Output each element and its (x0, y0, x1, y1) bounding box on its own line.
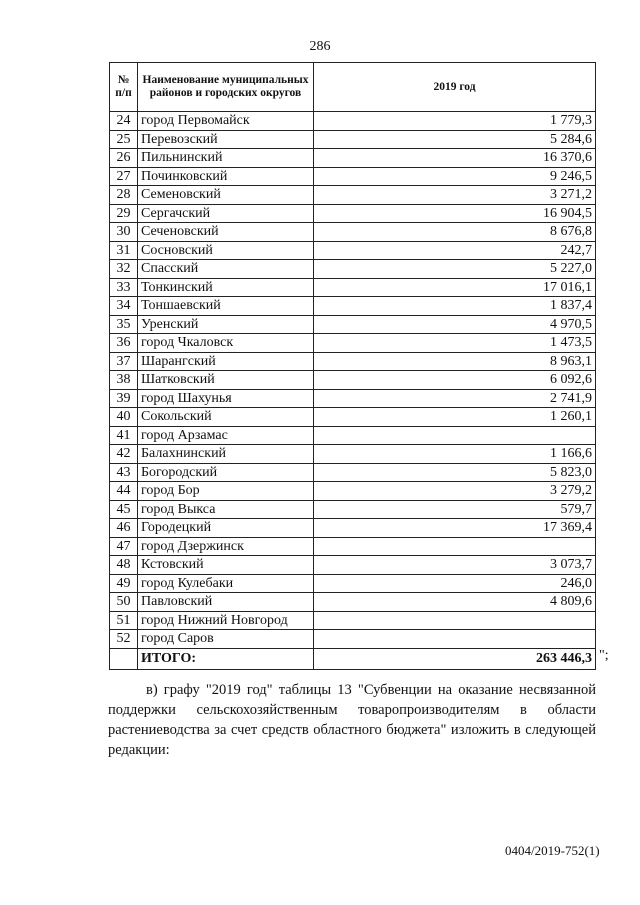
row-name: Сокольский (138, 408, 314, 427)
table-row (110, 630, 596, 649)
row-value: 579,7 (314, 500, 596, 519)
row-number: 43 (110, 463, 138, 482)
row-name: Шарангский (138, 352, 314, 371)
table-header-row (110, 63, 596, 112)
table-row (110, 334, 596, 353)
row-value: 5 284,6 (314, 130, 596, 149)
row-number: 34 (110, 297, 138, 316)
row-name: Пильнинский (138, 149, 314, 168)
row-name: Кстовский (138, 556, 314, 575)
row-name: Павловский (138, 593, 314, 612)
table-row (110, 537, 596, 556)
row-name: город Арзамас (138, 426, 314, 445)
header-name: Наименование муниципальных районов и городских округов (138, 63, 314, 112)
row-value: 5 227,0 (314, 260, 596, 279)
row-name: Семеновский (138, 186, 314, 205)
row-number: 51 (110, 611, 138, 630)
total-value: 263 446,3 (314, 648, 596, 669)
row-number: 37 (110, 352, 138, 371)
table-row (110, 556, 596, 575)
row-name: Уренский (138, 315, 314, 334)
row-value: 6 092,6 (314, 371, 596, 390)
row-value: 1 779,3 (314, 112, 596, 131)
row-name: город Выкса (138, 500, 314, 519)
row-value: 3 073,7 (314, 556, 596, 575)
total-num-cell (110, 648, 138, 669)
row-value: 17 016,1 (314, 278, 596, 297)
table-row (110, 445, 596, 464)
row-value: 16 370,6 (314, 149, 596, 168)
row-value: 16 904,5 (314, 204, 596, 223)
row-number: 29 (110, 204, 138, 223)
row-name: Сосновский (138, 241, 314, 260)
row-name: город Чкаловск (138, 334, 314, 353)
row-number: 31 (110, 241, 138, 260)
row-number: 38 (110, 371, 138, 390)
row-number: 47 (110, 537, 138, 556)
document-code: 0404/2019-752(1) (505, 843, 600, 858)
table-row (110, 500, 596, 519)
row-number: 44 (110, 482, 138, 501)
table-row (110, 611, 596, 630)
table-body (110, 112, 596, 649)
table-row (110, 519, 596, 538)
table-row (110, 186, 596, 205)
row-number: 30 (110, 223, 138, 242)
row-number: 45 (110, 500, 138, 519)
row-number: 32 (110, 260, 138, 279)
row-number: 49 (110, 574, 138, 593)
row-value: 1 837,4 (314, 297, 596, 316)
row-number: 48 (110, 556, 138, 575)
row-number: 42 (110, 445, 138, 464)
row-name: Тонкинский (138, 278, 314, 297)
row-value (314, 537, 596, 556)
row-value: 3 271,2 (314, 186, 596, 205)
row-value: 1 473,5 (314, 334, 596, 353)
row-number: 27 (110, 167, 138, 186)
total-row (110, 648, 596, 669)
table-row (110, 408, 596, 427)
row-name: Богородский (138, 463, 314, 482)
table-row (110, 389, 596, 408)
row-name: город Шахунья (138, 389, 314, 408)
table-row (110, 204, 596, 223)
row-value: 8 963,1 (314, 352, 596, 371)
page-number: 286 (309, 39, 331, 54)
row-value: 17 369,4 (314, 519, 596, 538)
row-number: 25 (110, 130, 138, 149)
row-number: 40 (110, 408, 138, 427)
row-name: Шатковский (138, 371, 314, 390)
total-label: ИТОГО: (138, 648, 314, 669)
row-value: 246,0 (314, 574, 596, 593)
table-row (110, 574, 596, 593)
table-row (110, 297, 596, 316)
subsidy-table (109, 62, 596, 670)
row-name: Починковский (138, 167, 314, 186)
row-name: Городецкий (138, 519, 314, 538)
table-row (110, 278, 596, 297)
table-row (110, 482, 596, 501)
row-number: 52 (110, 630, 138, 649)
table-row (110, 167, 596, 186)
table-row (110, 463, 596, 482)
closing-quote-mark: "; (599, 648, 609, 663)
row-name: город Бор (138, 482, 314, 501)
row-value: 1 166,6 (314, 445, 596, 464)
table-row (110, 130, 596, 149)
row-number: 39 (110, 389, 138, 408)
row-value: 5 823,0 (314, 463, 596, 482)
row-value: 2 741,9 (314, 389, 596, 408)
row-value: 9 246,5 (314, 167, 596, 186)
row-name: город Первомайск (138, 112, 314, 131)
table-row (110, 112, 596, 131)
row-name: город Саров (138, 630, 314, 649)
header-year: 2019 год (314, 63, 596, 112)
row-name: Сергачский (138, 204, 314, 223)
table-row (110, 315, 596, 334)
row-number: 36 (110, 334, 138, 353)
row-number: 33 (110, 278, 138, 297)
row-number: 41 (110, 426, 138, 445)
row-name: город Нижний Новгород (138, 611, 314, 630)
row-value (314, 630, 596, 649)
header-num: № п/п (110, 63, 138, 112)
row-name: Перевозский (138, 130, 314, 149)
table-row (110, 260, 596, 279)
table-row (110, 352, 596, 371)
row-name: Спасский (138, 260, 314, 279)
row-value (314, 611, 596, 630)
row-number: 24 (110, 112, 138, 131)
amendment-paragraph: в) графу "2019 год" таблицы 13 "Субвенции на оказание несвязанной поддержки сельскохозяйственным товаропроизводителям в области растениеводства за счет средств областного бюджета" изложить в следующей редакции: (108, 682, 596, 758)
table-row (110, 149, 596, 168)
table-row (110, 223, 596, 242)
row-number: 28 (110, 186, 138, 205)
table-row (110, 371, 596, 390)
row-name: Сеченовский (138, 223, 314, 242)
row-value: 4 809,6 (314, 593, 596, 612)
row-number: 35 (110, 315, 138, 334)
table-row (110, 426, 596, 445)
table-row (110, 593, 596, 612)
row-value (314, 426, 596, 445)
row-name: город Кулебаки (138, 574, 314, 593)
row-number: 26 (110, 149, 138, 168)
table-row (110, 241, 596, 260)
row-number: 46 (110, 519, 138, 538)
row-value: 8 676,8 (314, 223, 596, 242)
row-value: 4 970,5 (314, 315, 596, 334)
row-name: Балахнинский (138, 445, 314, 464)
row-value: 3 279,2 (314, 482, 596, 501)
row-value: 1 260,1 (314, 408, 596, 427)
row-name: Тоншаевский (138, 297, 314, 316)
row-name: город Дзержинск (138, 537, 314, 556)
row-number: 50 (110, 593, 138, 612)
row-value: 242,7 (314, 241, 596, 260)
